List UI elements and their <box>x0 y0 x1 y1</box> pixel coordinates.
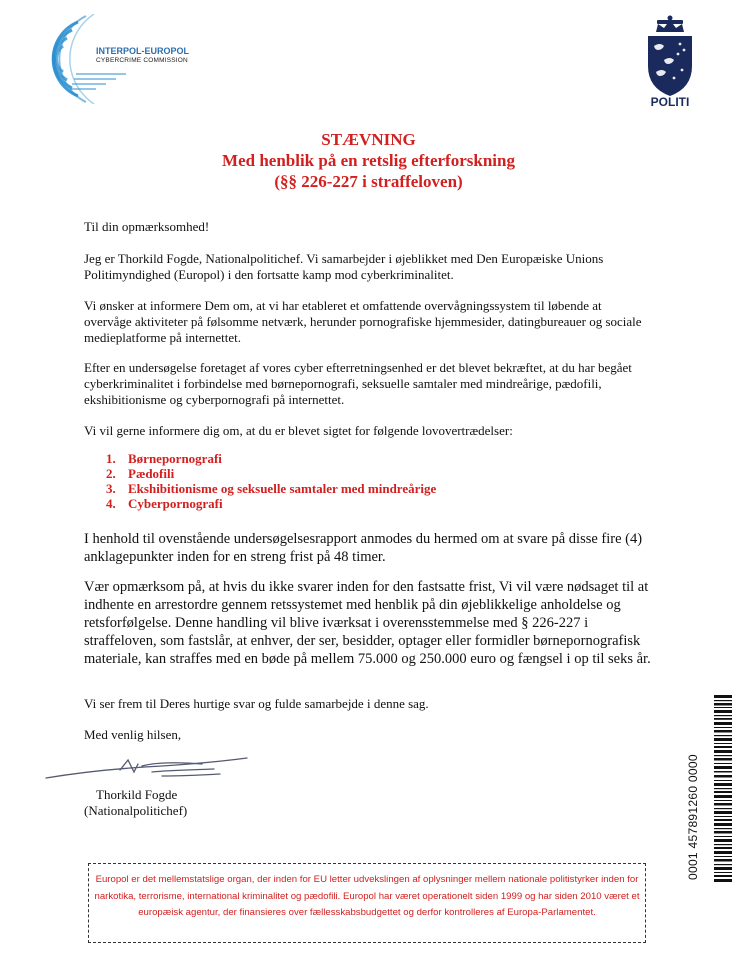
org-name-line2: CYBERCRIME COMMISSION <box>96 57 188 64</box>
paragraph-1: Jeg er Thorkild Fogde, Nationalpolitichef. Vi samarbejder i øjeblikket med Den Europæiske Unions Politimyndighed (Europol) i den fortsatte kamp mod cyberkriminalitet. <box>84 251 604 282</box>
document-legal-reference: (§§ 226-227 i straffeloven) <box>274 172 463 191</box>
list-item: 1. Børnepornografi <box>106 451 222 466</box>
signer-name: Thorkild Fogde <box>96 787 178 802</box>
paragraph-5: I henhold til ovenstående undersøgelsesrapport anmodes du hermed om at svare på disse fire (4) anklagepunkter inden for en streng frist på 48 timer. <box>84 531 643 565</box>
list-item: 4. Cyberpornografi <box>106 496 223 511</box>
closing: Med venlig hilsen, <box>84 727 182 742</box>
paragraph-4: Vi vil gerne informere dig om, at du er blevet sigtet for følgende lovovertrædelser: <box>84 423 513 438</box>
signer-title: (Nationalpolitichef) <box>84 803 188 818</box>
footer-text: Europol er det mellemstatslige organ, der inden for EU letter udvekslingen af oplysninger mellem nationale politistyrker inden for narkotika, terrorisme, international kriminalitet og pædofili. Europol har været operationelt siden 1999 og har siden 2010 været et europæisk agentur, der finansieres over fællesskabsbudgettet og derfor kontrolleres af Europa-Parlamentet. <box>94 874 640 918</box>
document-title: STÆVNING <box>321 130 416 149</box>
greeting: Til din opmærksomhed! <box>84 219 210 234</box>
signature-image <box>42 748 252 788</box>
list-item: 2. Pædofili <box>106 466 175 481</box>
paragraph-3: Efter en undersøgelse foretaget af vores cyber efterretningsenhed er det blevet bekræftet, at du har begået cyberkriminalitet i forbindelse med børnepornografi, seksuelle samtaler med mindreårige, pædofili, ekshibitionisme og cyberpornografi på internettet. <box>84 360 632 407</box>
barcode-number: 0001 457891260 0000 <box>686 754 700 880</box>
charges-list <box>106 451 436 511</box>
politi-label: POLITI <box>650 95 690 109</box>
org-name-line1: INTERPOL-EUROPOL <box>96 46 190 56</box>
list-item: 3. Ekshibitionisme og seksuelle samtaler med mindreårige <box>106 481 437 496</box>
paragraph-6: Vær opmærksom på, at hvis du ikke svarer inden for den fastsatte frist, Vi vil være nødsaget til at indhente en arrestordre gennem retssystemet med henblik på din øjeblikkelige anholdelse og retsforfølgelse. Denne handling vil blive iværksat i overensstemmelse med § 226-227 i straffeloven, som fastslår, at enhver, der ser, besidder, optager eller formidler børnepornografisk materiale, kan straffes med en bøde på mellem 75.000 og 250.000 euro og fængsel i op til seks år. <box>84 579 651 667</box>
paragraph-7: Vi ser frem til Deres hurtige svar og fulde samarbejde i denne sag. <box>84 696 429 711</box>
document-subtitle: Med henblik på en retslig efterforskning <box>222 151 515 170</box>
paragraph-2: Vi ønsker at informere Dem om, at vi har etableret et omfattende overvågningssystem til løbende at overvåge aktiviteter på følsomme netværk, herunder pornografiske hjemmesider, datingbureauer og sociale medieplatforme på internettet. <box>84 298 642 345</box>
